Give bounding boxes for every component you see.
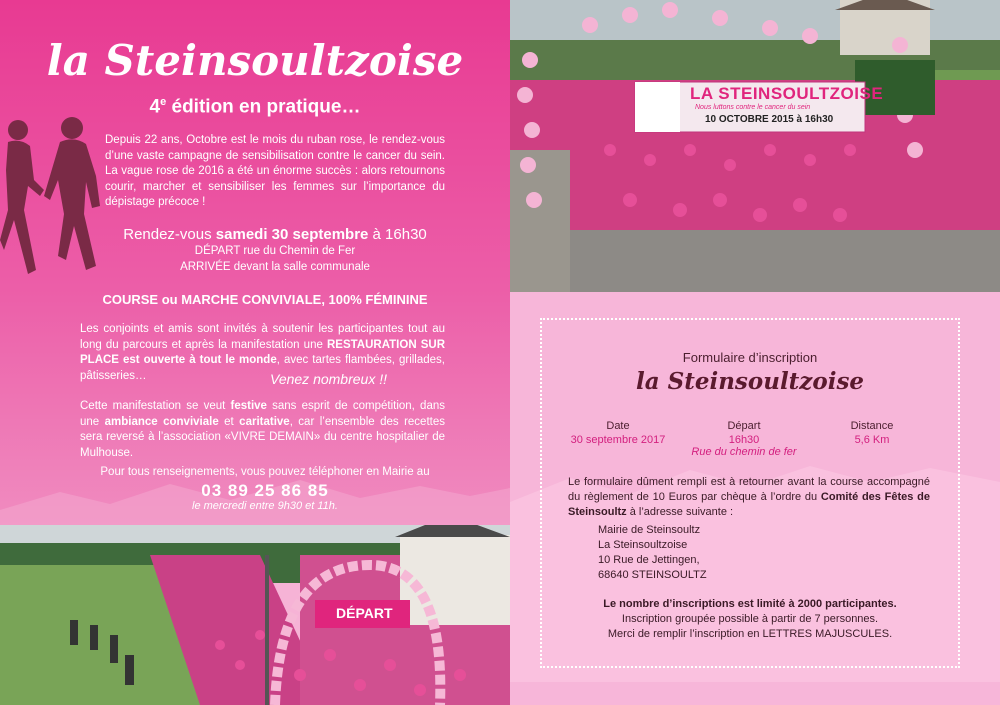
depart-label-form: Départ xyxy=(727,420,761,432)
course-feminine: , 100% FÉMININE xyxy=(321,292,428,307)
note-group: Inscription groupée possible à partir de 7 personnes. xyxy=(621,613,879,625)
banner-subtitle: Nous luttons contre le cancer du sein xyxy=(695,104,811,111)
phone-hours: le mercredi entre 9h30 et 11h. xyxy=(192,500,338,512)
rdv-date: samedi 30 septembre xyxy=(215,226,369,243)
registration-form xyxy=(540,318,960,668)
depart-street: Rue du chemin de fer xyxy=(691,446,797,458)
distance-column xyxy=(812,420,932,446)
depart-line xyxy=(105,245,445,257)
course-type: COURSE ou MARCHE CONVIVIALE xyxy=(102,292,322,307)
distance-value: 5,6 Km xyxy=(854,434,890,446)
address-line: La Steinsoultzoise xyxy=(598,539,688,551)
mailing-address xyxy=(598,523,707,583)
arrivee-line xyxy=(105,261,445,273)
p1-a: Les conjoints et amis sont invités à soutenir les participantes tout au long du parcours et après la manifestation une xyxy=(80,323,445,351)
event-title: la Steinsoultzoise xyxy=(46,36,464,85)
phone-number: 03 89 25 86 85 xyxy=(201,481,329,500)
rdv-pre: Rendez-vous xyxy=(123,226,216,243)
form-notes xyxy=(542,597,958,642)
form-text-b: Comité des Fêtes de Steinsoultz xyxy=(568,491,931,518)
edition-number: 4 xyxy=(149,96,161,118)
form-title: Formulaire d’inscription xyxy=(682,350,818,365)
departure-photo xyxy=(0,525,510,705)
p2-d: ambiance conviviale xyxy=(104,415,219,428)
rdv-time: à 16h30 xyxy=(368,226,427,243)
depart-label: DÉPART xyxy=(194,245,241,257)
festive-paragraph xyxy=(80,399,445,461)
depart-banner: DÉPART xyxy=(336,605,393,621)
p2-e: et xyxy=(218,415,240,428)
depart-text: rue du Chemin de Fer xyxy=(240,245,356,257)
p2-b: festive xyxy=(230,400,267,412)
note-capitals: Merci de remplir l’inscription en LETTRES MAJUSCULES. xyxy=(607,628,893,640)
address-line: 10 Rue de Jettingen, xyxy=(598,554,700,566)
form-brand: la Steinsoultzoise xyxy=(635,368,865,395)
p2-f: caritative xyxy=(239,415,290,428)
date-column xyxy=(558,420,678,446)
phone-intro: Pour tous renseignements, vous pouvez téléphoner en Mairie au xyxy=(100,466,430,478)
course-line xyxy=(80,292,450,307)
runners-silhouette xyxy=(0,110,110,290)
form-instructions xyxy=(568,475,930,520)
race-start-photo xyxy=(510,0,1000,292)
form-text-a: Le formulaire dûment rempli est à retourner avant la course accompagné du règlement de 10 Euros par chèque à l’ordre du xyxy=(568,476,930,503)
depart-column xyxy=(684,420,804,458)
rendezvous xyxy=(105,226,445,243)
form-text-c: à l’adresse suivante : xyxy=(626,506,734,518)
banner-date: 10 OCTOBRE 2015 à 16h30 xyxy=(705,114,834,125)
edition-subtitle xyxy=(0,96,510,118)
left-panel xyxy=(0,0,510,525)
p1-c: , avec tartes flambées, grillades, pâtisseries… xyxy=(80,354,445,382)
banner-title: LA STEINSOULTZOISE xyxy=(690,84,884,103)
departure-photo-illustration xyxy=(0,525,510,705)
note-limit: Le nombre d’inscriptions est limité à 2000 participantes. xyxy=(603,598,897,610)
p2-g: , car l’ensemble des recettes sera reversé à l’association «VIVRE DEMAIN» du centre hospitalier de Mulhouse. xyxy=(80,415,445,459)
address-line: Mairie de Steinsoultz xyxy=(598,524,701,536)
arrivee-label: ARRIVÉE xyxy=(180,261,231,273)
restauration-paragraph xyxy=(80,322,445,384)
p2-c: sans esprit de compétition, dans une xyxy=(80,400,445,428)
distance-label: Distance xyxy=(850,420,894,432)
p2-a: Cette manifestation se veut xyxy=(80,400,231,412)
race-photo-illustration xyxy=(510,0,1000,292)
p1-b: RESTAURATION SUR PLACE est ouverte à tout le monde xyxy=(80,338,445,366)
edition-suffix: e xyxy=(160,96,167,108)
date-value: 30 septembre 2017 xyxy=(570,434,666,446)
depart-value: 16h30 xyxy=(728,434,760,446)
arrivee-text: devant la salle communale xyxy=(230,261,370,273)
venez-nombreux: Venez nombreux !! xyxy=(270,371,387,387)
address-line: 68640 STEINSOULTZ xyxy=(598,569,707,581)
intro-paragraph: Depuis 22 ans, Octobre est le mois du ruban rose, le rendez-vous d’une vaste campagne de sensibilisation contre le cancer du sein. La vague rose de 2016 a été un énorme succès : alors retournons courir, marcher et sensibiliser les femmes sur l’importance du dépistage précoce ! xyxy=(105,134,445,208)
edition-text: édition en pratique… xyxy=(166,96,361,118)
date-label: Date xyxy=(606,420,630,432)
